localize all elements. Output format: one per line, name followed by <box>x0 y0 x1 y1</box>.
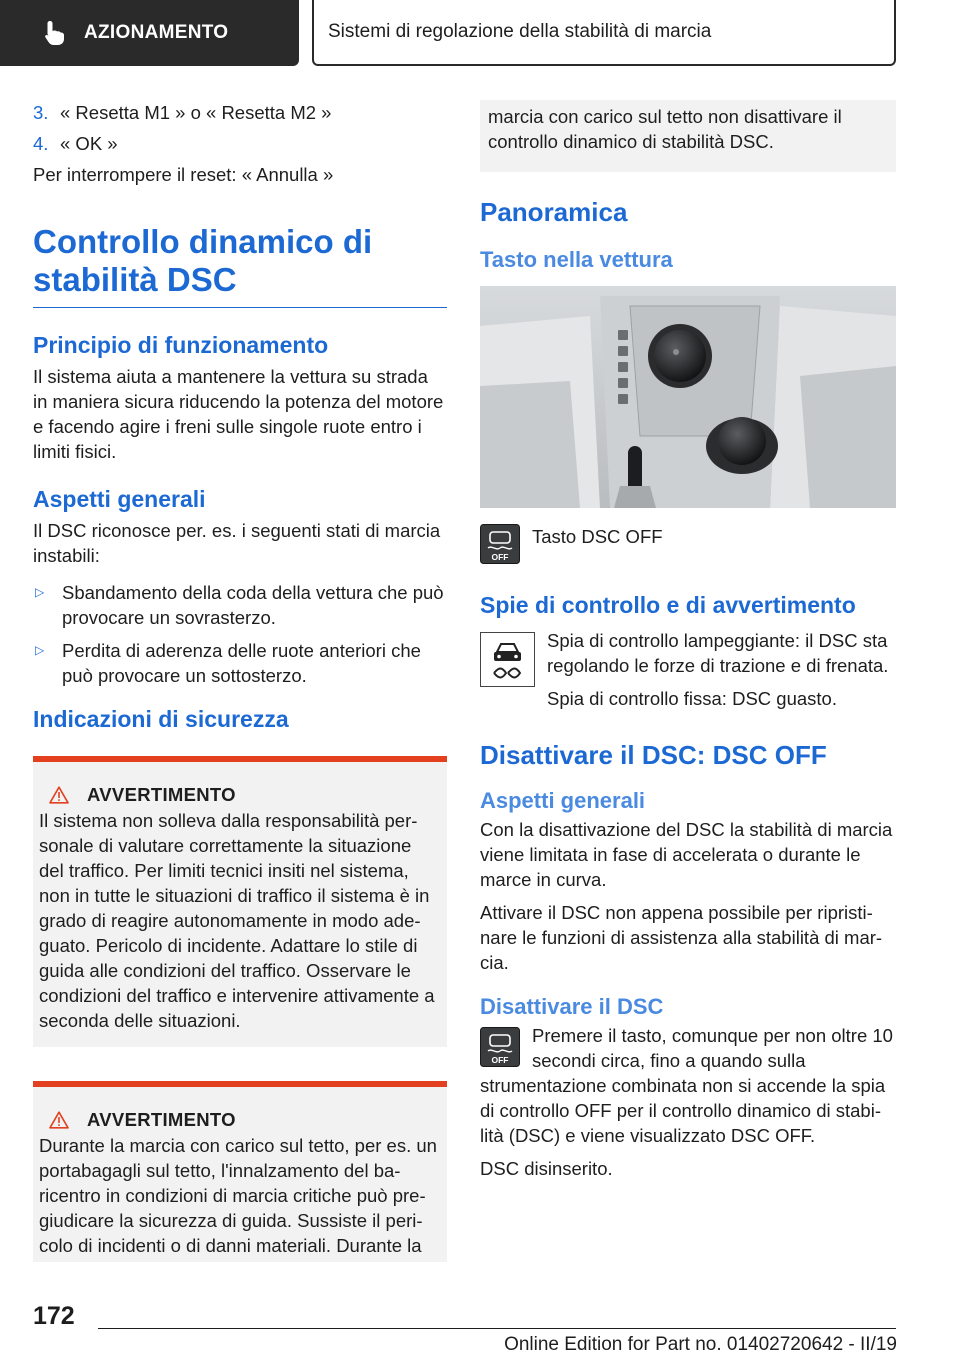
list-item-text: Perdita di aderenza delle ruote anteriori che può provocare un sottosterzo. <box>62 640 421 686</box>
list-item <box>33 638 447 688</box>
general2-heading: Aspetti generali <box>480 788 646 813</box>
general-text: Il DSC riconosce per. es. i seguenti stati di marcia instabili: <box>33 520 441 566</box>
warning-continuation: marcia con carico sul tetto non disattivare il controllo dinamico di stabilità DSC. <box>480 100 896 172</box>
list-item <box>33 580 447 630</box>
general2-text1: Con la disattivazione del DSC la stabilità di marcia viene limitata in fase di accelerata o durante le marce in curva. <box>480 819 893 890</box>
safety-heading: Indicazioni di sicurezza <box>33 706 289 732</box>
deactivate2-heading: Disattivare il DSC <box>480 994 664 1019</box>
step-item <box>33 100 447 125</box>
section-title: Sistemi di regolazione della stabilità di marcia <box>328 21 712 42</box>
button-heading: Tasto nella vettura <box>480 247 673 272</box>
bullet-triangle-icon: ▷ <box>35 585 45 599</box>
deactivate2-text-content: Premere il tasto, comunque per non oltre 10 secondi circa, fino a quando sulla strumentazione combinata non si accende la spia di controllo OFF per il controllo dinamico di stabilità (DSC) e viene visualizzato DSC OFF. <box>480 1025 893 1146</box>
right-column <box>480 100 896 1189</box>
dsc-warning-lamp-icon <box>480 632 535 687</box>
lamp-steady-text: Spia di controllo fissa: DSC guasto. <box>547 688 837 709</box>
warning-title: AVVERTIMENTO <box>87 1109 236 1130</box>
lamp-blinking-text: Spia di controllo lampeggiante: il DSC sta regolando le forze di trazione e di frenata. <box>547 630 889 676</box>
pointing-hand-icon <box>44 20 66 46</box>
step-text: « Resetta M1 » o « Resetta M2 » <box>60 102 332 123</box>
section-tab <box>312 0 896 66</box>
lamp-descriptions <box>547 628 896 719</box>
step-item <box>33 131 447 156</box>
center-console-illustration <box>480 286 896 508</box>
warning-triangle-icon <box>49 1111 69 1129</box>
page-title: Controllo dinamico di stabilità DSC <box>33 195 447 308</box>
off-icon-label: OFF <box>491 552 509 562</box>
reset-cancel-text: Per interrompere il reset: « Annulla » <box>33 164 334 185</box>
footer-divider <box>98 1328 896 1329</box>
chapter-tab <box>0 0 299 66</box>
page-header <box>0 0 960 66</box>
dsc-button-label: Tasto DSC OFF <box>532 526 663 547</box>
dsc-off-button-icon <box>480 524 520 564</box>
dsc-button-row <box>480 524 896 564</box>
deactivate2-block <box>480 1023 896 1148</box>
bullet-triangle-icon: ▷ <box>35 643 45 657</box>
general-heading: Aspetti generali <box>33 486 206 512</box>
warning-box <box>33 1081 447 1262</box>
warning-header <box>49 784 439 806</box>
principle-heading: Principio di funzionamento <box>33 332 329 358</box>
principle-text: Il sistema aiuta a mantenere la vettura su strada in maniera sicura riducendo la potenza del motore e facendo agire i freni sulle singole ruote entro i limiti fisici. <box>33 366 444 462</box>
step-text: « OK » <box>60 133 118 154</box>
warning-title: AVVERTIMENTO <box>87 784 236 805</box>
warning-triangle-icon <box>49 786 69 804</box>
chapter-title: AZIONAMENTO <box>84 22 229 43</box>
center-console-photo <box>480 286 896 508</box>
lamps-heading: Spie di controllo e di avvertimento <box>480 592 856 618</box>
overview-heading: Panoramica <box>480 197 628 227</box>
step-number: 4. <box>33 133 49 154</box>
deactivate2-text <box>480 1023 896 1148</box>
left-column <box>33 100 447 1262</box>
warning-text: Il sistema non solleva dalla responsabilità personale di valutare correttamente la situazione del traffico. Per limiti tecnici insiti nel sistema, non in tutte le situazioni di traffico il sistema è in grado di reagire autonomamente in modo adeguato. Pericolo di incidente. Adattare lo stile di guida alle condizioni del traffico. Osservare le condizioni del traffico e intervenire attivamente a seconda delle situazioni. <box>39 810 435 1031</box>
step-number: 3. <box>33 102 49 123</box>
lamp-row <box>480 628 896 719</box>
deactivate-heading: Disattivare il DSC: DSC OFF <box>480 740 827 770</box>
warning-header <box>49 1109 439 1131</box>
warning-box <box>33 756 447 1047</box>
dsc-off-button-icon <box>480 1027 520 1067</box>
page-number: 172 <box>33 1302 75 1330</box>
list-item-text: Sbandamento della coda della vettura che può provocare un sovrasterzo. <box>62 582 444 628</box>
off-icon-label: OFF <box>491 1055 509 1065</box>
general2-text2: Attivare il DSC non appena possibile per ripristinare le funzioni di assistenza alla stabilità di marcia. <box>480 902 883 973</box>
warning-text: Durante la marcia con carico sul tetto, per es. un portabagagli sul tetto, l'innalzamento del baricentro in condizioni di marcia critiche può pregiudicare la sicurezza di guida. Sussiste il pericolo di incidenti o di danni materiali. Durante la <box>39 1135 437 1256</box>
disengaged-text: DSC disinserito. <box>480 1158 613 1179</box>
edition-note: Online Edition for Part no. 01402720642 - II/19 <box>504 1334 897 1355</box>
